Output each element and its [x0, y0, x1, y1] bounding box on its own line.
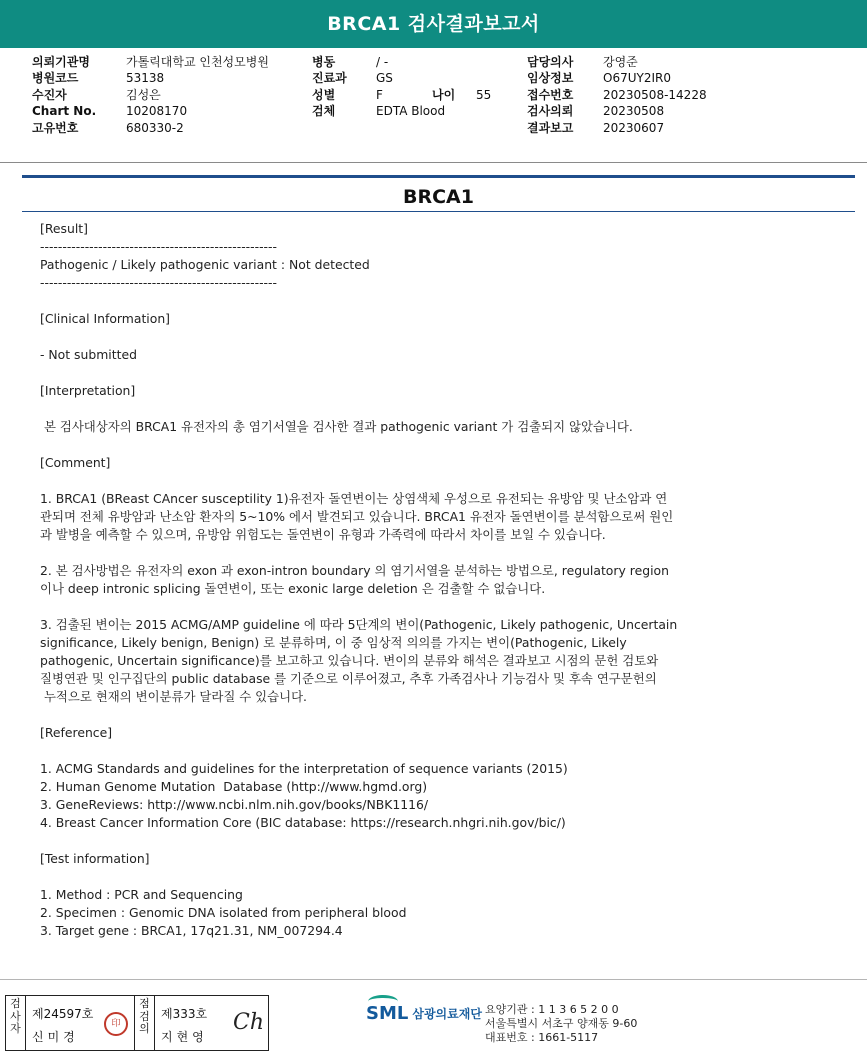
test-info-list: 1. Method : PCR and Sequencing 2. Specimen : Genomic DNA isolated from peripheral blood 3. Target gene : BRCA1, 17q21.31, NM_007294.4	[40, 887, 407, 938]
reviewer-license: 제333호	[161, 1007, 208, 1021]
reviewer-signature: Ch	[233, 1010, 265, 1035]
comment-heading: [Comment]	[40, 455, 111, 470]
report-title: BRCA1 검사결과보고서	[0, 0, 867, 48]
interpretation-heading: [Interpretation]	[40, 383, 136, 398]
comment-paragraph-2: 2. 본 검사방법은 유전자의 exon 과 exon-intron boundary 의 염기서열을 분석하는 방법으로, regulatory region 이나 deep intronic splicing 돌연변이, 또는 exonic large deletion 은 검출할 수 없습니다.	[40, 563, 669, 596]
header-row-dept: 진료과 GS	[312, 71, 393, 86]
report-body	[40, 220, 840, 940]
header-row-chart-no: Chart No. 10208170	[32, 104, 188, 119]
header-divider	[0, 162, 867, 163]
header-row-report-date: 결과보고 20230607	[527, 120, 665, 135]
interpretation-text: 본 검사대상자의 BRCA1 유전자의 총 염기서열을 검사한 결과 pathogenic variant 가 검출되지 않았습니다.	[40, 419, 633, 434]
reference-list: 1. ACMG Standards and guidelines for the interpretation of sequence variants (2015) 2. Human Genome Mutation Database (http://www.hgmd.org) 3. GeneReviews: http://www.ncbi.nlm.nih.gov/books/NBK1116/ 4. Breast Cancer Information Core (BIC database: https://research.nhgri.nih.gov/bic/)	[40, 761, 568, 830]
header-row-sex-age: 성별 F 나이 55	[312, 87, 492, 102]
result-block: [Result] ----------------------------------------------------- Pathogenic / Likely pathogenic variant : Not detected -----------------------------------------------------	[40, 221, 370, 290]
org-logo	[366, 1003, 482, 1024]
logo-name: 삼광의료재단	[412, 1007, 482, 1021]
header-row-hospital-code: 병원코드 53138	[32, 71, 165, 86]
header-row-receipt-no: 접수번호 20230508-14228	[527, 87, 707, 102]
test-info-heading: [Test information]	[40, 851, 150, 866]
footer-divider	[0, 979, 867, 980]
org-phone: 대표번호 : 1661-5117	[485, 1031, 599, 1044]
reviewer-label: 점검의	[135, 996, 155, 1050]
examiner-cell	[26, 996, 135, 1050]
reviewer-cell	[155, 996, 268, 1050]
section-top-rule	[22, 175, 855, 178]
org-address: 서울특별시 서초구 양재동 9-60	[485, 1017, 638, 1030]
header-row-specimen: 검체 EDTA Blood	[312, 104, 446, 119]
comment-paragraph-3: 3. 검출된 변이는 2015 ACMG/AMP guideline 에 따라 5단계의 변이(Pathogenic, Likely pathogenic, Uncertain significance, Likely benign, Benign) 로 분류하며, 이 중 임상적 의의를 가지는 변이(Pathogenic, Likely pathogenic, Uncertain significance)를 보고하고 있습니다. 변이의 분류와 해석은 결과보고 시점의 문헌 검토와 질병연관 및 인구집단의 public database 를 기준으로 이루어졌고, 추후 가족검사나 기능검사 및 후속 연구문헌의 누적으로 현재의 변이분류가 달라질 수 있습니다.	[40, 617, 678, 704]
header-left	[32, 54, 316, 136]
org-info	[485, 1003, 637, 1045]
header-row-institution: 의뢰기관명 가톨릭대학교 인천성모병원	[32, 55, 269, 69]
signature-box	[5, 995, 269, 1051]
header-row-ward: 병동 / -	[312, 55, 389, 69]
clinical-value: - Not submitted	[40, 347, 137, 362]
header-row-request-date: 검사의뢰 20230508	[527, 104, 665, 119]
clinical-heading: [Clinical Information]	[40, 311, 171, 326]
reviewer-name: 지현영	[161, 1030, 208, 1044]
header-right	[527, 54, 707, 136]
sml-logo-icon: SML	[366, 1003, 408, 1024]
section-bottom-rule	[22, 211, 855, 212]
header-row-patient: 수진자 김성은	[32, 87, 161, 102]
examiner-label: 검사자	[6, 996, 26, 1050]
reference-heading: [Reference]	[40, 725, 113, 740]
examiner-license: 제24597호	[32, 1007, 94, 1021]
examiner-name: 신미경	[32, 1030, 79, 1044]
examiner-seal: 印	[104, 1012, 128, 1036]
header-middle	[312, 54, 516, 120]
org-code: 요양기관 : 1 1 3 6 5 2 0 0	[485, 1003, 619, 1016]
section-title: BRCA1	[403, 186, 474, 208]
header-row-doctor: 담당의사 강영준	[527, 55, 638, 69]
header-row-clinical-info: 임상정보 O67UY2IR0	[527, 71, 671, 86]
header-row-unique-id: 고유번호 680330-2	[32, 120, 184, 135]
comment-paragraph-1: 1. BRCA1 (BReast CAncer susceptility 1)유전자 돌연변이는 상염색체 우성으로 유전되는 유방암 및 난소암과 연 관되며 전체 유방암과 난소암 환자의 5~10% 에서 발견되고 있습니다. BRCA1 유전자 돌연변이를 분석함으로써 원인 과 발병을 예측할 수 있으며, 유방암 위험도는 돌연변이 유형과 가족력에 따라서 차이를 보일 수 있습니다.	[40, 491, 674, 542]
